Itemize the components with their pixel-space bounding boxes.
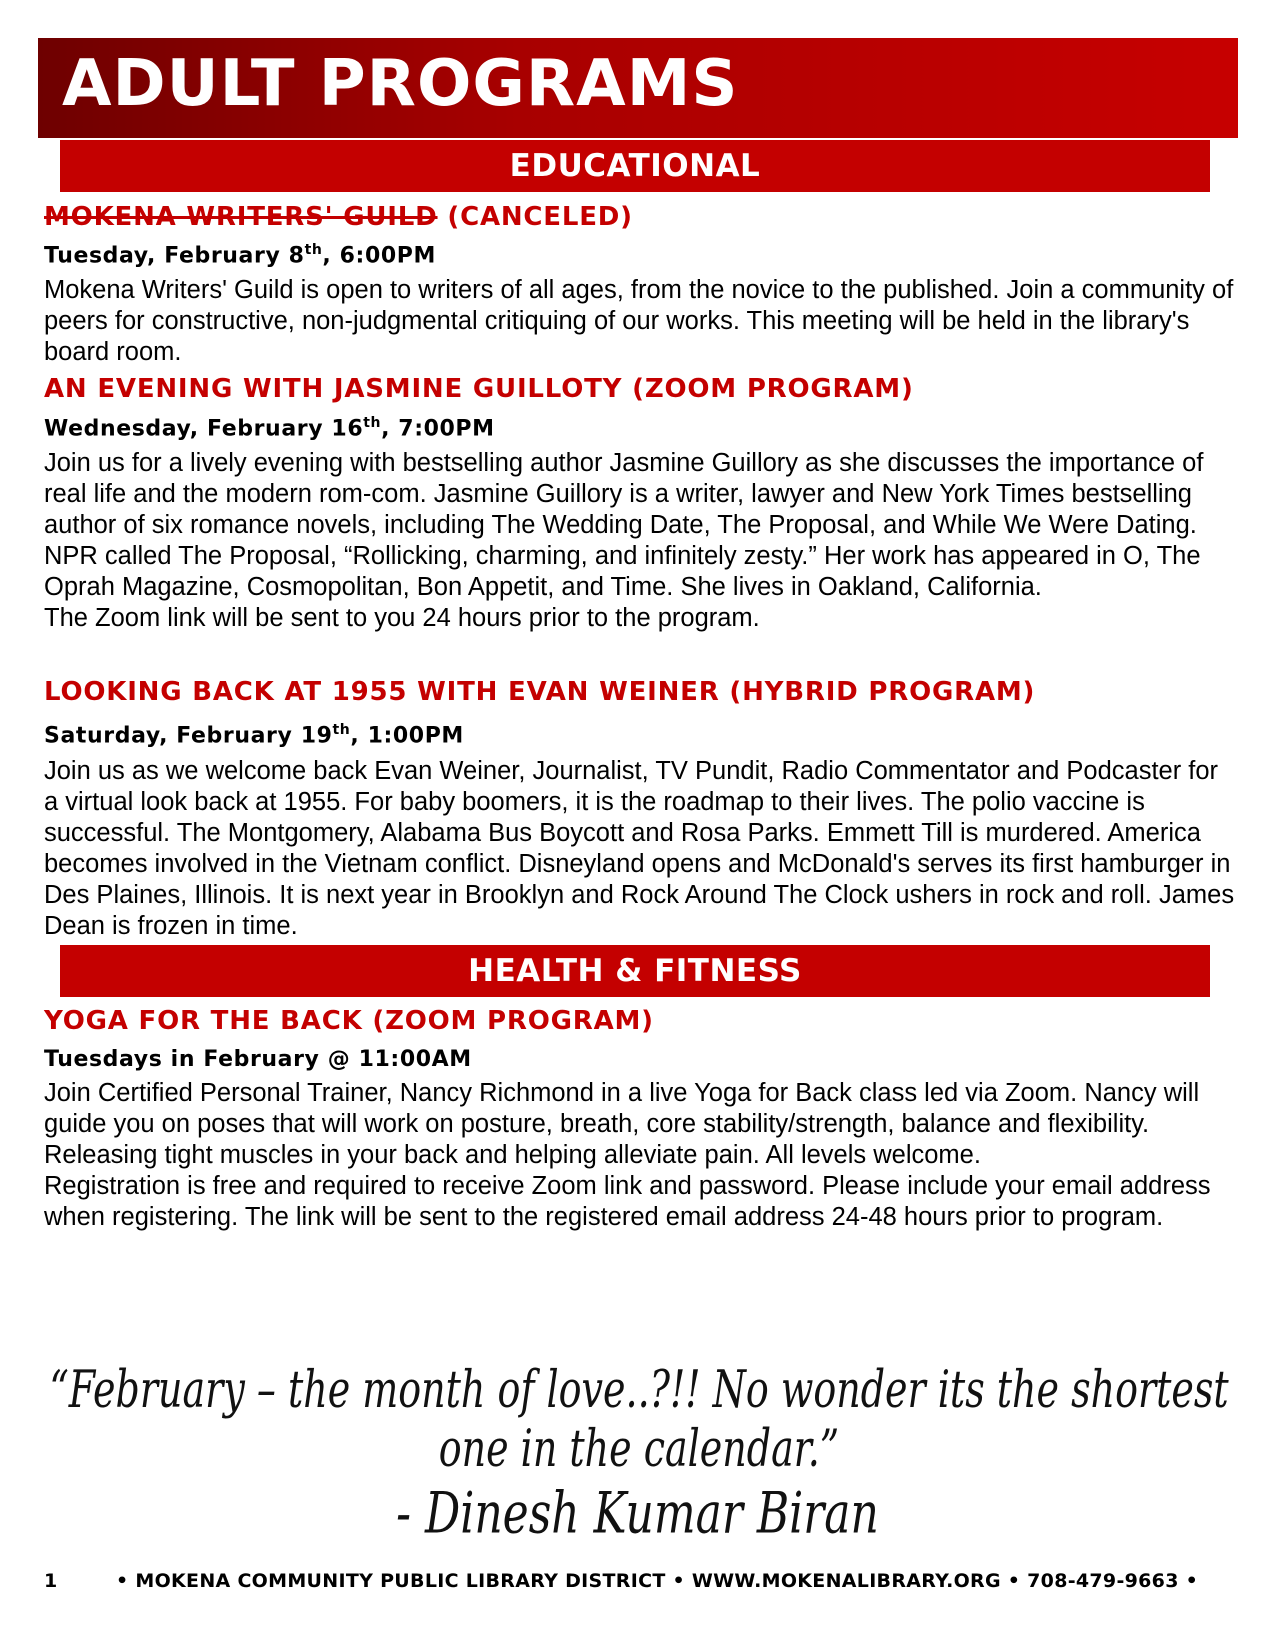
program-title-jasmine-guilloty: AN EVENING WITH JASMINE GUILLOTY (ZOOM PROGRAM) [44,374,914,404]
program-date: Saturday, February 19th, 1:00PM [44,722,464,749]
quote-text: “February – the month of love..?!! No wonder its the shortest one in the calendar.” [49,1359,1229,1479]
quote-author: - Dinesh Kumar Biran [396,1480,879,1547]
header-banner [38,38,1238,138]
program-title-writers-guild [44,202,633,232]
program-title-evan-weiner: LOOKING BACK AT 1955 WITH EVAN WEINER (HYBRID PROGRAM) [44,677,1036,707]
section-bar-health-fitness [60,945,1210,997]
program-description: Join us for a lively evening with bestselling author Jasmine Guillory as she discusses the importance of real life and the modern rom-com. Jasmine Guillory is a writer, lawyer and New York Times bestselling author of six romance novels, including The Wedding Date, The Proposal, and While We Were Dating. NPR called The Proposal, “Rollicking, charming, and infinitely zesty.” Her work has appeared in O, The Oprah Magazine, Cosmopolitan, Bon Appetit, and Time. She lives in Oakland, California. The Zoom link will be sent to you 24 hours prior to the program. [44,449,1204,632]
program-date: Tuesday, February 8th, 6:00PM [44,242,436,269]
section-label: HEALTH & FITNESS [468,953,802,989]
program-description: Join us as we welcome back Evan Weiner, Journalist, TV Pundit, Radio Commentator and Podcaster for a virtual look back at 1955. For baby boomers, it is the roadmap to their lives. The polio vaccine is successful. The Montgomery, Alabama Bus Boycott and Rosa Parks. Emmett Till is murdered. America becomes involved in the Vietnam conflict. Disneyland opens and McDonald's serves its first hamburger in Des Plaines, Illinois. It is next year in Brooklyn and Rock Around The Clock ushers in rock and roll. James Dean is frozen in time. [44,757,1235,940]
program-description: Mokena Writers' Guild is open to writers of all ages, from the novice to the published. Join a community of peers for constructive, non-judgmental critiquing of our works. This meeting will be held in the library's board room. [44,276,1234,366]
program-title-struck: MOKENA WRITERS' GUILD [44,202,438,232]
program-date: Wednesday, February 16th, 7:00PM [44,415,495,442]
program-date: Tuesdays in February @ 11:00AM [44,1047,472,1072]
footer-contact-line: • MOKENA COMMUNITY PUBLIC LIBRARY DISTRICT • WWW.MOKENALIBRARY.ORG • 708-479-9663 • [116,1570,1199,1592]
program-title-status: (CANCELED) [437,202,633,232]
program-description: Join Certified Personal Trainer, Nancy Richmond in a live Yoga for Back class led via Zoom. Nancy will guide you on poses that will work on posture, breath, core stability/strength, balance and flexibility. Releasing tight muscles in your back and helping alleviate pain. All levels welcome. Registration is free and required to receive Zoom link and password. Please include your email address when registering. The link will be sent to the registered email address 24-48 hours prior to program. [44,1079,1211,1231]
section-bar-educational [60,140,1210,192]
program-title-yoga: YOGA FOR THE BACK (ZOOM PROGRAM) [44,1006,654,1036]
page-number: 1 [44,1570,58,1592]
page-title: ADULT PROGRAMS [62,47,739,121]
section-label: EDUCATIONAL [509,148,761,184]
